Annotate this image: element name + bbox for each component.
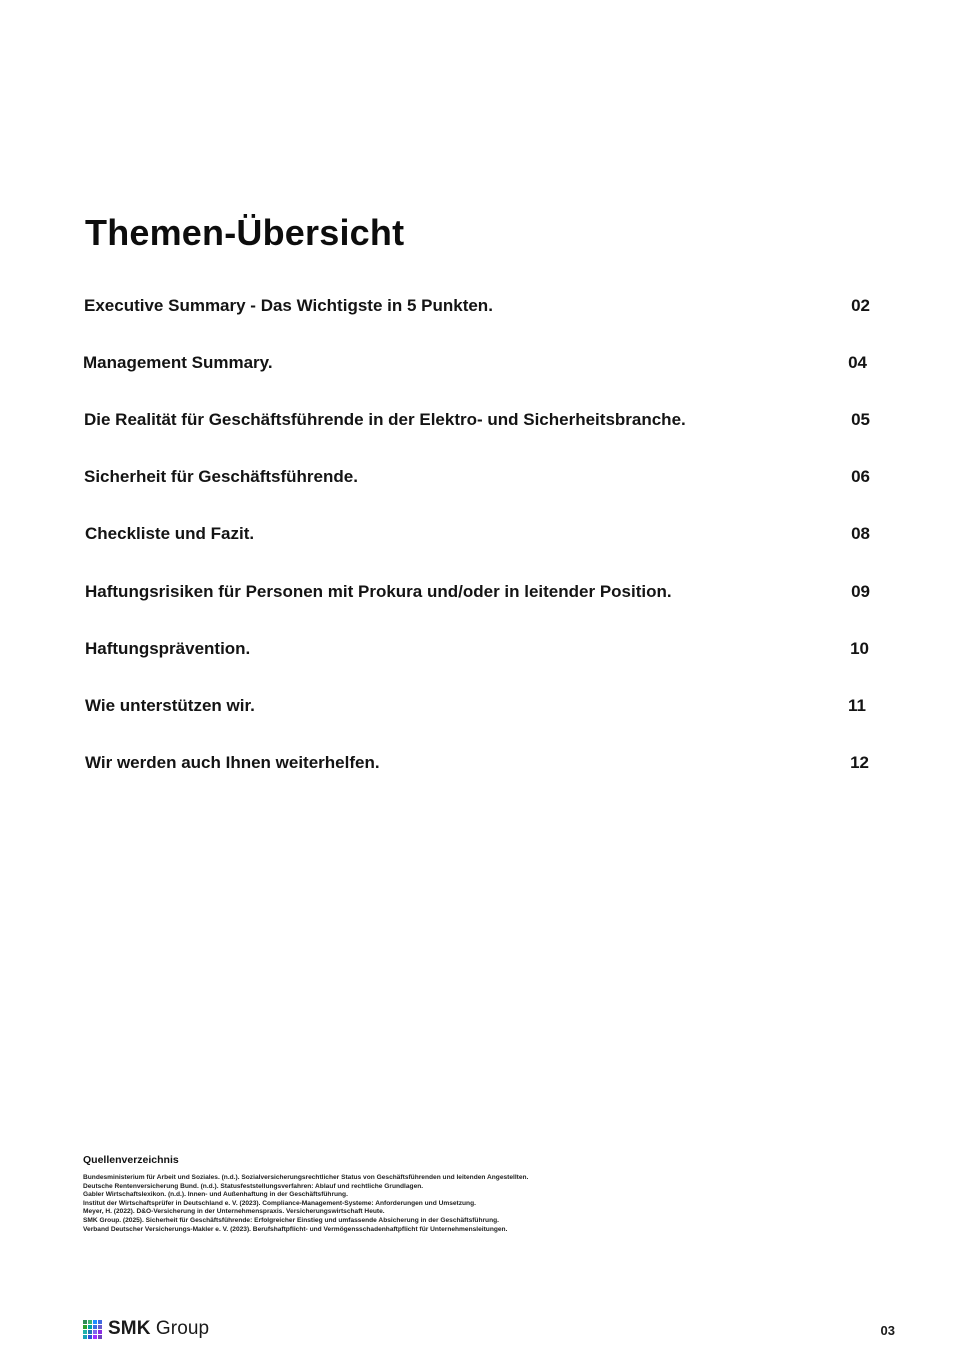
logo-square xyxy=(88,1330,92,1334)
logo-square xyxy=(93,1335,97,1339)
logo-square xyxy=(98,1330,102,1334)
toc-item-title: Wir werden auch Ihnen weiterhelfen. xyxy=(85,753,380,772)
toc-item-title: Wie unterstützen wir. xyxy=(85,696,255,715)
logo-square xyxy=(88,1320,92,1324)
toc-item-title: Executive Summary - Das Wichtigste in 5 Punkten. xyxy=(84,296,493,315)
logo-square xyxy=(83,1330,87,1334)
source-item: Verband Deutscher Versicherungs-Makler e. V. (2023). Berufshaftpflicht- und Vermögensschadenhaftpflicht für Unternehmensleitungen. xyxy=(83,1225,508,1233)
source-item: Bundesministerium für Arbeit und Soziales. (n.d.). Sozialversicherungsrechtlicher Status von Geschäftsführenden und leitenden Angestellten. xyxy=(83,1174,529,1181)
toc-item-title: Sicherheit für Geschäftsführende. xyxy=(84,467,358,486)
source-item: Meyer, H. (2022). D&O-Versicherung in der Unternehmenspraxis. Versicherungswirtschaft Heute. xyxy=(83,1208,385,1216)
toc-item-haftungspraevention[interactable] xyxy=(85,639,869,659)
toc-item-executive-summary[interactable] xyxy=(84,296,870,316)
toc-item-title: Haftungsprävention. xyxy=(85,639,251,658)
sources-section xyxy=(83,1154,783,1234)
toc-item-sicherheit[interactable] xyxy=(84,467,870,487)
toc-item-management-summary[interactable] xyxy=(83,353,867,373)
source-item: Deutsche Rentenversicherung Bund. (n.d.). Statusfeststellungsverfahren: Ablauf und rechtliche Grundlagen. xyxy=(83,1182,424,1190)
brand-name xyxy=(108,1318,209,1340)
toc-item-weiterhelfen[interactable] xyxy=(85,753,869,773)
logo-square xyxy=(98,1335,102,1339)
smk-grid-logo-icon xyxy=(83,1320,102,1339)
toc-item-page: 11 xyxy=(848,696,866,715)
logo-square xyxy=(83,1325,87,1329)
toc-item-haftungsrisiken[interactable] xyxy=(85,582,870,602)
logo-square xyxy=(98,1320,102,1324)
source-item: Gabler Wirtschaftslexikon. (n.d.). Innen- und Außenhaftung in der Geschäftsführung. xyxy=(83,1191,348,1199)
logo-square xyxy=(93,1320,97,1324)
toc-item-title: Management Summary. xyxy=(83,353,273,372)
footer-logo xyxy=(83,1318,209,1340)
toc-item-title: Checkliste und Fazit. xyxy=(85,524,255,543)
toc-item-title: Haftungsrisiken für Personen mit Prokura und/oder in leitender Position. xyxy=(85,582,672,601)
logo-square xyxy=(83,1335,87,1339)
toc-item-page: 06 xyxy=(851,467,870,486)
toc-item-unterstuetzen[interactable] xyxy=(85,696,866,716)
sources-title: Quellenverzeichnis xyxy=(83,1154,179,1166)
toc-item-checkliste[interactable] xyxy=(85,524,870,544)
toc-item-page: 05 xyxy=(851,410,870,429)
brand-name-bold: SMK xyxy=(108,1318,151,1339)
page-title: Themen-Übersicht xyxy=(85,212,405,253)
toc-item-page: 02 xyxy=(851,296,870,315)
brand-name-light: Group xyxy=(155,1318,210,1339)
toc-item-page: 10 xyxy=(850,639,869,658)
logo-square xyxy=(93,1330,97,1334)
logo-square xyxy=(83,1320,87,1324)
source-item: SMK Group. (2025). Sicherheit für Geschäftsführende: Erfolgreicher Einstieg und umfassende Absicherung in der Geschäftsführung. xyxy=(83,1216,499,1224)
logo-square xyxy=(93,1325,97,1329)
toc-item-page: 12 xyxy=(850,753,869,772)
logo-square xyxy=(88,1335,92,1339)
toc-item-realitaet[interactable] xyxy=(84,410,870,430)
page-number: 03 xyxy=(880,1323,895,1338)
toc-item-page: 04 xyxy=(848,353,867,372)
toc-item-title: Die Realität für Geschäftsführende in der Elektro- und Sicherheitsbranche. xyxy=(84,410,686,429)
sources-list xyxy=(83,1174,783,1234)
source-item: Institut der Wirtschaftsprüfer in Deutschland e. V. (2023). Compliance-Management-Systeme: Anforderungen und Umsetzung. xyxy=(83,1199,476,1207)
toc-item-page: 08 xyxy=(851,524,870,543)
logo-square xyxy=(88,1325,92,1329)
toc-item-page: 09 xyxy=(851,582,870,601)
logo-square xyxy=(98,1325,102,1329)
